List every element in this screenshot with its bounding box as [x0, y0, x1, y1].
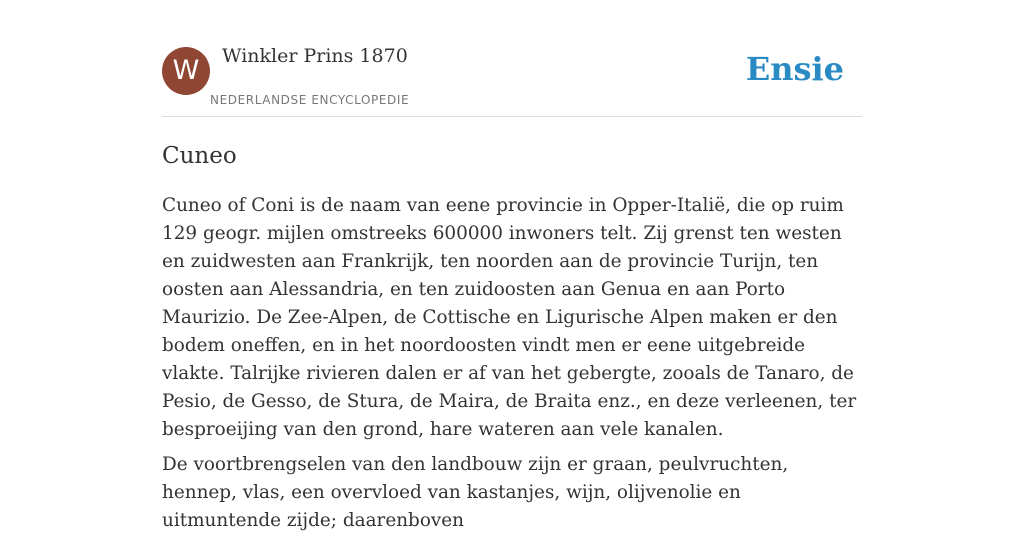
page: [162, 0, 862, 542]
header: [162, 0, 862, 117]
source-subtitle: NEDERLANDSE ENCYCLOPEDIE: [210, 93, 410, 107]
entry-paragraph: Cuneo of Coni is de naam van eene provincie in Opper-Italië, die op ruim 129 geogr. mijlen omstreeks 600000 inwoners telt. Zij grenst ten westen en zuidwesten aan Frankrijk, ten noorden aan de provincie Turijn, ten oosten aan Alessandria, en ten zuidoosten aan Genua en aan Porto Maurizio. De Zee-Alpen, de Cottische en Ligurische Alpen maken er den bodem oneffen, en in het noordoosten vindt men er eene uitgebreide vlakte. Talrijke rivieren dalen er af van het gebergte, zooals de Tanaro, de Pesio, de Gesso, de Stura, de Maira, de Braita enz., en deze verleenen, ter besproeijing van den grond, hare wateren aan vele kanalen.: [162, 195, 857, 440]
avatar[interactable]: W: [162, 47, 210, 95]
source-title[interactable]: Winkler Prins 1870: [222, 45, 408, 67]
entry: [162, 142, 862, 535]
entry-body: [162, 192, 862, 535]
page-title: Cuneo: [162, 143, 237, 169]
entry-paragraph: De voortbrengselen van den landbouw zijn er graan, peulvruchten, hennep, vlas, een overvloed van kastanjes, wijn, olijvenolie en uitmuntende zijde; daarenboven: [162, 454, 789, 531]
brand-logo[interactable]: Ensie: [745, 50, 844, 88]
